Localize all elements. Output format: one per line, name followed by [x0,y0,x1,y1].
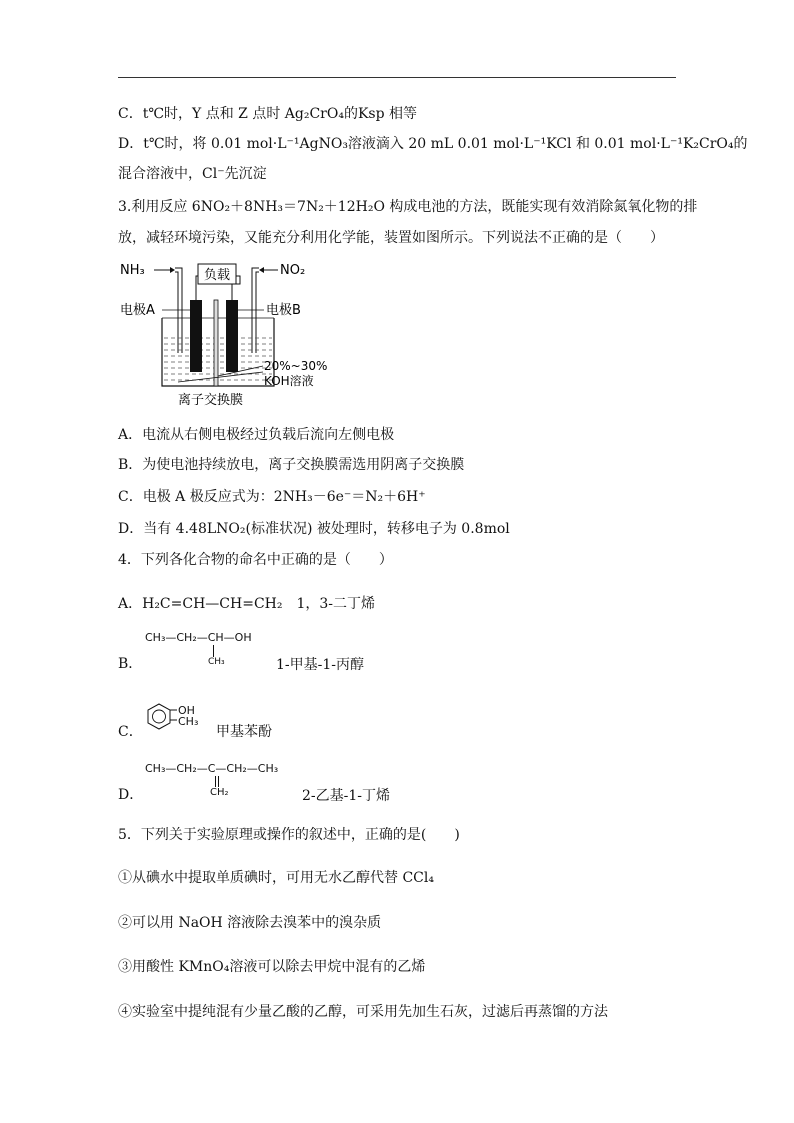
electrode-a [190,300,202,372]
q4-d-structure-branch: CH₂ [210,787,229,798]
q4-option-c-label: C． [118,724,143,740]
electrode-b [226,300,238,372]
koh-solution-label: KOH溶液 [264,374,314,388]
q4-d-double-bond-2 [218,776,219,787]
no2-tube [252,268,259,353]
q4-b-structure-branch: CH₃ [208,657,225,667]
battery-diagram [118,258,328,413]
q4-b-branch-bond [213,645,214,657]
nh3-arrowhead [170,267,175,273]
q4-option-b-label: B． [118,656,143,672]
q4-b-structure-main: CH₃—CH₂—CH—OH [145,631,252,644]
load-label: 负载 [203,268,231,283]
electrode-b-label: 电极B [266,303,301,318]
q4-c-oh: OH [178,704,195,717]
koh-concentration-label: 20%~30% [264,359,328,373]
nh3-tube [175,268,182,353]
q4-option-c-name: 甲基苯酚 [216,724,272,740]
q5-stem: 5．下列关于实验原理或操作的叙述中，正确的是( ) [118,827,460,843]
electrode-a-label: 电极A [120,303,155,318]
q5-item-1: ①从碘水中提取单质碘时，可用无水乙醇代替 CCl₄ [118,870,434,886]
no2-arrowhead [259,267,264,273]
q5-item-3: ③用酸性 KMnO₄溶液可以除去甲烷中混有的乙烯 [118,959,426,975]
q4-d-double-bond-1 [215,776,216,787]
q2-option-d-line2: 混合溶液中，Cl⁻先沉淀 [118,166,267,182]
q4-d-structure-main: CH₃—CH₂—C—CH₂—CH₃ [145,762,279,775]
ion-exchange-membrane [214,300,218,386]
q4-option-b-name: 1-甲基-1-丙醇 [276,657,365,673]
nh3-label: NH₃ [120,263,145,278]
q4-option-a: A．H₂C=CH—CH=CH₂ 1，3-二丁烯 [118,596,376,612]
q4-c-ch3: CH₃ [178,715,199,728]
no2-label: NO₂ [280,263,306,278]
q3-option-a: A．电流从右侧电极经过负载后流向左侧电极 [118,427,395,443]
q2-option-c: C．t℃时，Y 点和 Z 点时 Ag₂CrO₄的Ksp 相等 [118,106,418,122]
q3-option-d: D．当有 4.48LNO₂(标准状况) 被处理时，转移电子为 0.8mol [118,521,510,537]
q3-option-b: B．为使电池持续放电，离子交换膜需选用阴离子交换膜 [118,457,465,473]
q3-stem-line2: 放，减轻环境污染，又能充分利用化学能，装置如图所示。下列说法不正确的是（ ） [118,230,664,246]
q3-stem-line1: 3.利用反应 6NO₂＋8NH₃＝7N₂＋12H₂O 构成电池的方法，既能实现有效消除氮氧化物的排 [118,199,698,215]
koh-leader-2 [178,372,263,382]
q2-option-d-line1: D．t℃时，将 0.01 mol·L⁻¹AgNO₃溶液滴入 20 mL 0.01 mol·L⁻¹KCl 和 0.01 mol·L⁻¹K₂CrO₄的 [118,136,748,152]
benzene-ring [145,702,177,732]
q4-stem: 4．下列各化合物的命名中正确的是（ ） [118,552,393,568]
q4-option-d-label: D． [118,787,144,803]
q4-option-d-name: 2-乙基-1-丁烯 [302,788,391,804]
q5-item-4: ④实验室中提纯混有少量乙酸的乙醇，可采用先加生石灰，过滤后再蒸馏的方法 [118,1004,608,1020]
membrane-label: 离子交换膜 [178,393,244,408]
q3-option-c: C．电极 A 极反应式为：2NH₃－6e⁻＝N₂＋6H⁺ [118,489,426,505]
header-rule [118,77,676,78]
q5-item-2: ②可以用 NaOH 溶液除去溴苯中的溴杂质 [118,915,382,931]
